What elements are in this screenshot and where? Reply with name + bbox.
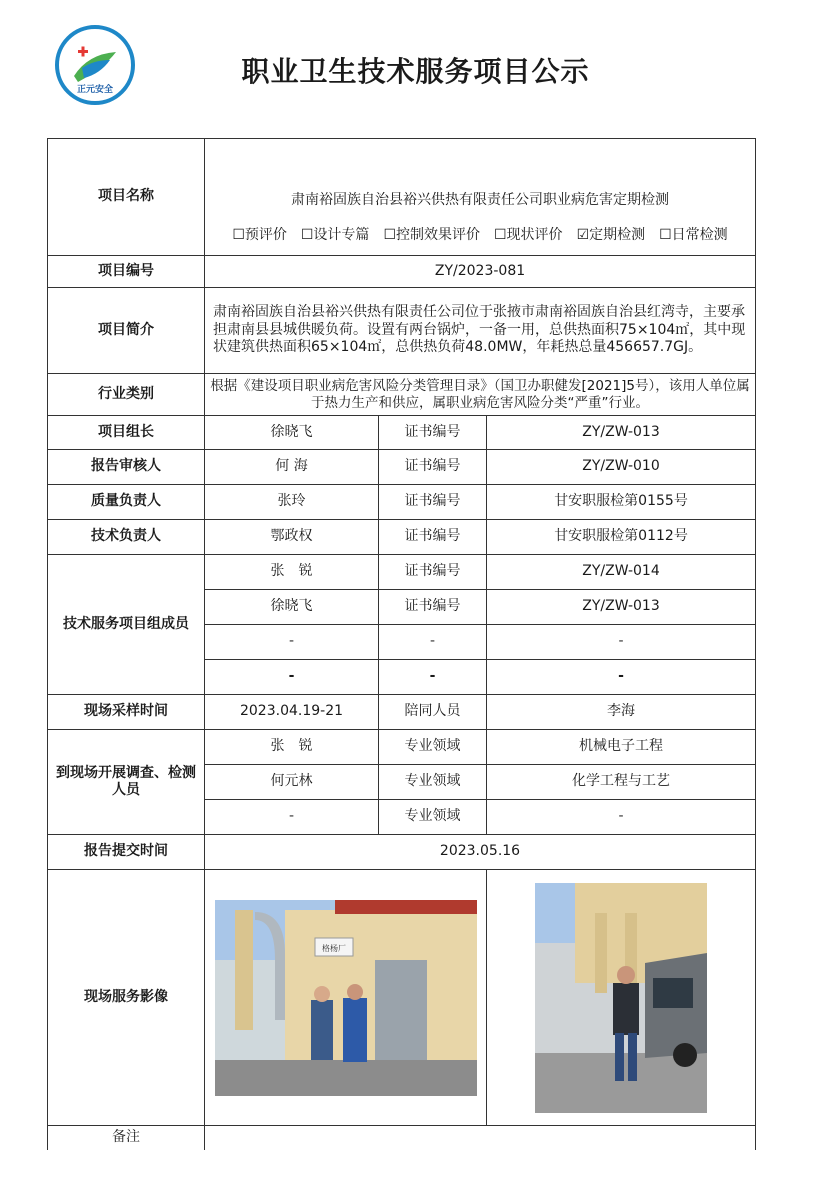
members-label: 技术服务项目组成员 — [48, 555, 205, 695]
reviewer-cert: ZY/ZW-010 — [487, 450, 756, 485]
site-photo-2 — [535, 883, 707, 1113]
quality-name: 张玲 — [205, 485, 379, 520]
field-staff-field: 化学工程与工艺 — [487, 765, 756, 800]
companion-value: 李海 — [487, 695, 756, 730]
industry-label: 行业类别 — [48, 374, 205, 416]
sampling-label: 现场采样时间 — [48, 695, 205, 730]
industry-value: 根据《建设项目职业病危害风险分类管理目录》（国卫办职健发[2021]5号），该用人单位属于热力生产和供应，属职业病危害风险分类“严重”行业。 — [205, 374, 756, 416]
option-pre-evaluation: ☐预评价 — [232, 227, 287, 244]
member-cert: - — [487, 625, 756, 660]
project-code-label: 项目编号 — [48, 256, 205, 288]
project-intro-label: 项目简介 — [48, 288, 205, 374]
quality-row — [48, 485, 756, 520]
industry-row — [48, 374, 756, 416]
quality-cert: 甘安职服检第0155号 — [487, 485, 756, 520]
submit-label: 报告提交时间 — [48, 835, 205, 870]
sampling-value: 2023.04.19-21 — [205, 695, 379, 730]
photos-row — [48, 870, 756, 1126]
option-daily-inspection: ☐日常检测 — [659, 227, 728, 244]
project-intro-value: 肃南裕固族自治县裕兴供热有限责任公司位于张掖市肃南裕固族自治县红湾寺，主要承担肃南县县城供暖负荷。设置有两台锅炉，一备一用，总供热面积75×104㎡，其中现状建筑供热面积65×104㎡，总供热负荷48.0MW，年耗热总量456657.7GJ。 — [205, 288, 756, 374]
field-staff-field-label: 专业领域 — [379, 765, 487, 800]
tech-label: 技术负责人 — [48, 520, 205, 555]
field-staff-row — [48, 730, 756, 765]
member-cert-label: - — [379, 660, 487, 695]
reviewer-label: 报告审核人 — [48, 450, 205, 485]
field-staff-label: 到现场开展调查、检测人员 — [48, 730, 205, 835]
member-cert-label: 证书编号 — [379, 590, 487, 625]
tech-row — [48, 520, 756, 555]
member-cert: ZY/ZW-013 — [487, 590, 756, 625]
quality-cert-label: 证书编号 — [379, 485, 487, 520]
project-code-value: ZY/2023-081 — [205, 256, 756, 288]
remarks-row — [48, 1126, 756, 1150]
remarks-value — [205, 1126, 756, 1150]
tech-name: 鄂政权 — [205, 520, 379, 555]
submit-row — [48, 835, 756, 870]
member-cert-label: - — [379, 625, 487, 660]
remarks-label: 备注 — [48, 1126, 205, 1150]
photo-sign: 格杨厂 — [321, 943, 346, 953]
member-cert-label: 证书编号 — [379, 555, 487, 590]
field-staff-name: - — [205, 800, 379, 835]
project-name-value: 肃南裕固族自治县裕兴供热有限责任公司职业病危害定期检测 — [291, 191, 669, 208]
project-code-row — [48, 256, 756, 288]
project-type-options — [205, 217, 755, 255]
leader-row — [48, 416, 756, 450]
photos-label: 现场服务影像 — [48, 870, 205, 1126]
member-name: - — [205, 625, 379, 660]
option-status-evaluation: ☐现状评价 — [494, 227, 563, 244]
leader-name: 徐晓飞 — [205, 416, 379, 450]
companion-label: 陪同人员 — [379, 695, 487, 730]
field-staff-field-label: 专业领域 — [379, 730, 487, 765]
logo-text: 正元安全 — [76, 85, 114, 95]
site-photo-1 — [215, 900, 477, 1096]
quality-label: 质量负责人 — [48, 485, 205, 520]
page-title: 职业卫生技术服务项目公示 — [241, 55, 590, 88]
field-staff-field: - — [487, 800, 756, 835]
submit-value: 2023.05.16 — [205, 835, 756, 870]
member-row — [48, 555, 756, 590]
option-design: ☐设计专篇 — [300, 227, 370, 244]
tech-cert: 甘安职服检第0112号 — [487, 520, 756, 555]
option-periodic-inspection: ☑定期检测 — [576, 227, 646, 244]
member-name: - — [205, 660, 379, 695]
tech-cert-label: 证书编号 — [379, 520, 487, 555]
leader-label: 项目组长 — [48, 416, 205, 450]
leader-cert-label: 证书编号 — [379, 416, 487, 450]
member-name: 徐晓飞 — [205, 590, 379, 625]
member-cert: - — [487, 660, 756, 695]
member-name: 张 锐 — [205, 555, 379, 590]
reviewer-name: 何 海 — [205, 450, 379, 485]
member-cert: ZY/ZW-014 — [487, 555, 756, 590]
disclosure-table — [47, 138, 756, 1150]
reviewer-cert-label: 证书编号 — [379, 450, 487, 485]
project-name-row — [48, 139, 756, 256]
reviewer-row — [48, 450, 756, 485]
leader-cert: ZY/ZW-013 — [487, 416, 756, 450]
field-staff-field-label: 专业领域 — [379, 800, 487, 835]
sampling-row — [48, 695, 756, 730]
field-staff-field: 机械电子工程 — [487, 730, 756, 765]
field-staff-name: 何元林 — [205, 765, 379, 800]
field-staff-name: 张 锐 — [205, 730, 379, 765]
project-intro-row — [48, 288, 756, 374]
option-control-effect: ☐控制效果评价 — [383, 227, 480, 244]
project-name-label: 项目名称 — [48, 139, 205, 256]
